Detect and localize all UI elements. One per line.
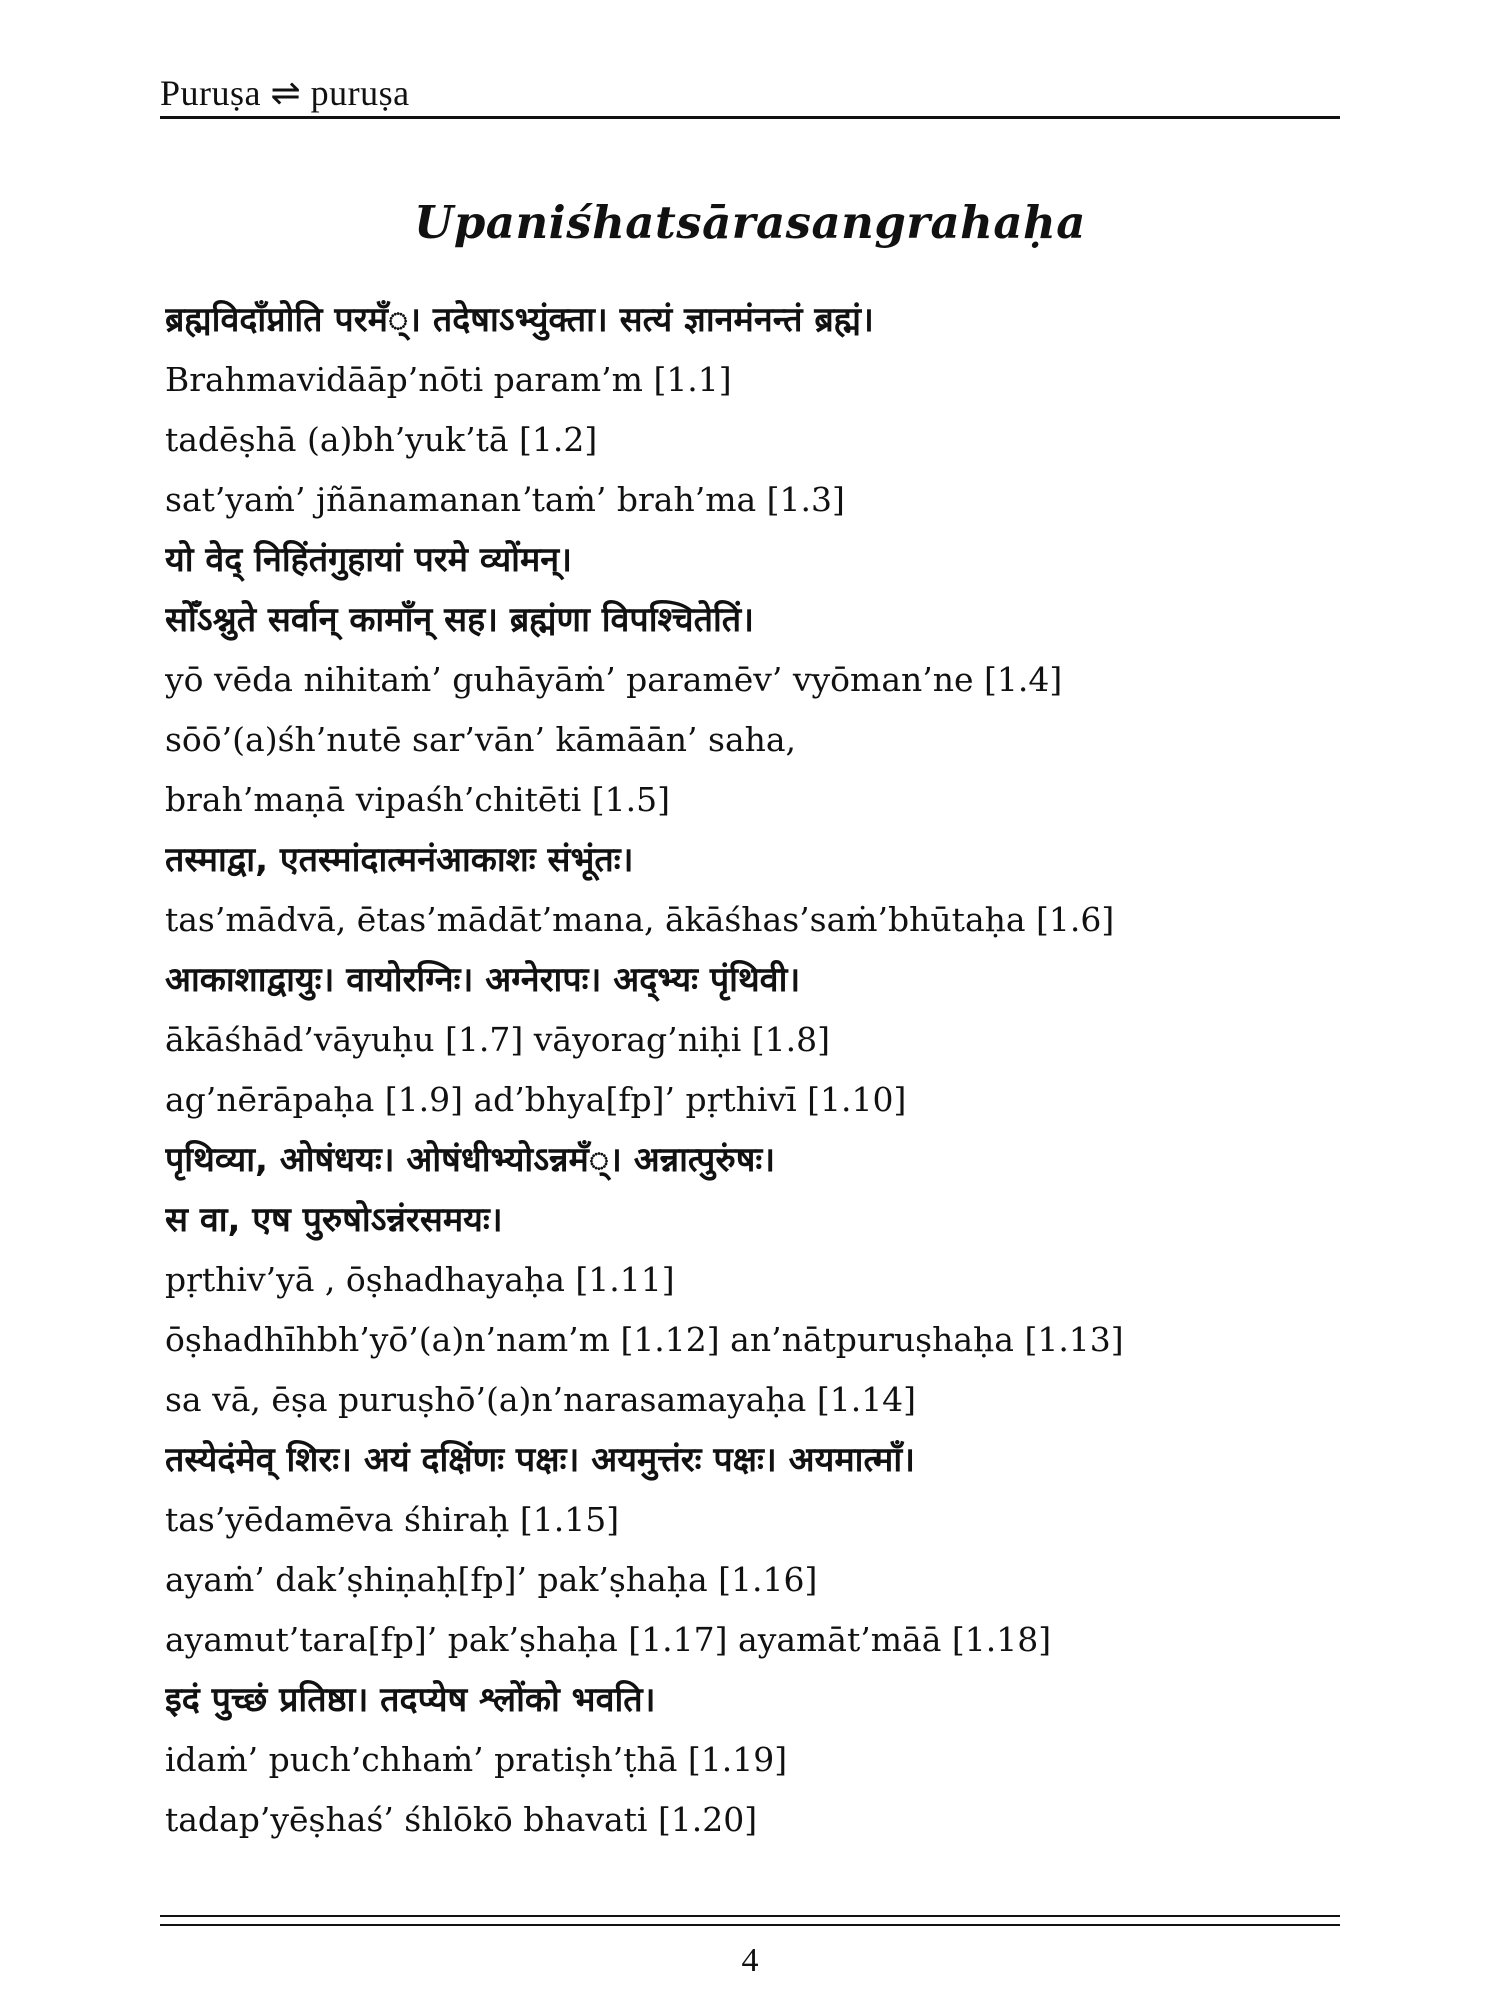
verse-line: इदं पुच्छं प्रतिष्ठा। तदप्येष श्लोंको भवति। (165, 1680, 656, 1720)
verse-line: आकाशाद्वायुः। वायोरग्निः। अग्नेरापः। अद्भ्यः पृंथिवी। (165, 960, 801, 1000)
verse-line: tadēṣhā (a)bh’yuk’tā [1.2] (165, 420, 598, 459)
verse-line: sat’yaṁ’ jñānamananʼtaṁ’ brah’ma [1.3] (165, 480, 845, 519)
running-header: Puruṣa ⇌ puruṣa (160, 73, 410, 113)
verse-line: yō vēda nihitaṁ’ guhāyāṁ’ paramēv’ vyōman’ne [1.4] (165, 660, 1063, 699)
verse-line: ag’nērāpaḥa [1.9] ad’bhya[fp]’ pṛthivī [1.10] (165, 1080, 907, 1119)
verse-line: पृथिव्या, ओषंधयः। ओषंधीभ्योऽन्नमँ्। अन्नात्पुरुंषः। (165, 1140, 776, 1180)
verse-line: tas’mādvā, ētas’mādāt’mana, ākāśhas’saṁ’bhūtaḥa [1.6] (165, 900, 1115, 939)
verse-line: tas’yēdamēva śhiraḥ [1.15] (165, 1500, 620, 1539)
verse-line: ब्रह्मविदाँप्नोति परमँ्। तदेषाऽभ्युंक्ता। सत्यं ज्ञानमंनन्तं ब्रह्मं। (165, 300, 874, 340)
verse-line: pṛthiv’yā , ōṣhadhayaḥa [1.11] (165, 1260, 675, 1299)
verse-line: सोँऽश्नुते सर्वान् कामाँन् सह। ब्रह्मंणा विपश्चितेतिं। (165, 600, 755, 640)
verse-line: tadap’yēṣhaś’ śhlōkō bhavati [1.20] (165, 1800, 758, 1839)
verse-line: ayaṁ’ dak’ṣhiṇaḥ[fp]’ pak’ṣhaḥa [1.16] (165, 1560, 818, 1599)
footer-rule (160, 1924, 1340, 1926)
verse-line: sa vā, ēṣa puruṣhō’(a)n’narasamayaḥa [1.14] (165, 1380, 917, 1419)
verse-line: स वा, एष पुरुषोऽन्नंरसमयः। (165, 1200, 503, 1240)
verse-text-block (165, 290, 1345, 1850)
verse-line: ākāśhād’vāyuḥu [1.7] vāyorag’niḥi [1.8] (165, 1020, 830, 1059)
page-number: 4 (741, 1942, 759, 1979)
verse-line: तस्माद्वा, एतस्मांदात्मनंआकाशः संभूंतः। (165, 840, 634, 880)
verse-line: यो वेद् निहिंतंगुहायां परमे व्योंमन्। (165, 540, 573, 580)
verse-line: sōō’(a)śh’nutē sar’vān’ kāmāān’ saha, (165, 720, 797, 759)
verse-line: ayamut’tara[fp]’ pak’ṣhaḥa [1.17] ayamāt’māā [1.18] (165, 1620, 1052, 1659)
section-title: Upaniśhatsārasangrahaḥa (414, 196, 1086, 249)
footer-rule (160, 1915, 1340, 1917)
verse-line: idaṁ’ puch’chhaṁ’ pratiṣh’ṭhā [1.19] (165, 1740, 788, 1779)
verse-line: Brahmavidāāp’nōti param’m [1.1] (165, 360, 732, 399)
header-rule (160, 116, 1340, 119)
verse-line: brah’maṇā vipaśh’chitēti [1.5] (165, 780, 670, 819)
verse-line: तस्येदंमेव् शिरः। अयं दक्षिंणः पक्षः। अयमुत्तंरः पक्षः। अयमात्माँ। (165, 1440, 916, 1480)
verse-line: ōṣhadhīhbh’yō’(a)n’nam’m [1.12] an’nātpuruṣhaḥa [1.13] (165, 1320, 1124, 1359)
